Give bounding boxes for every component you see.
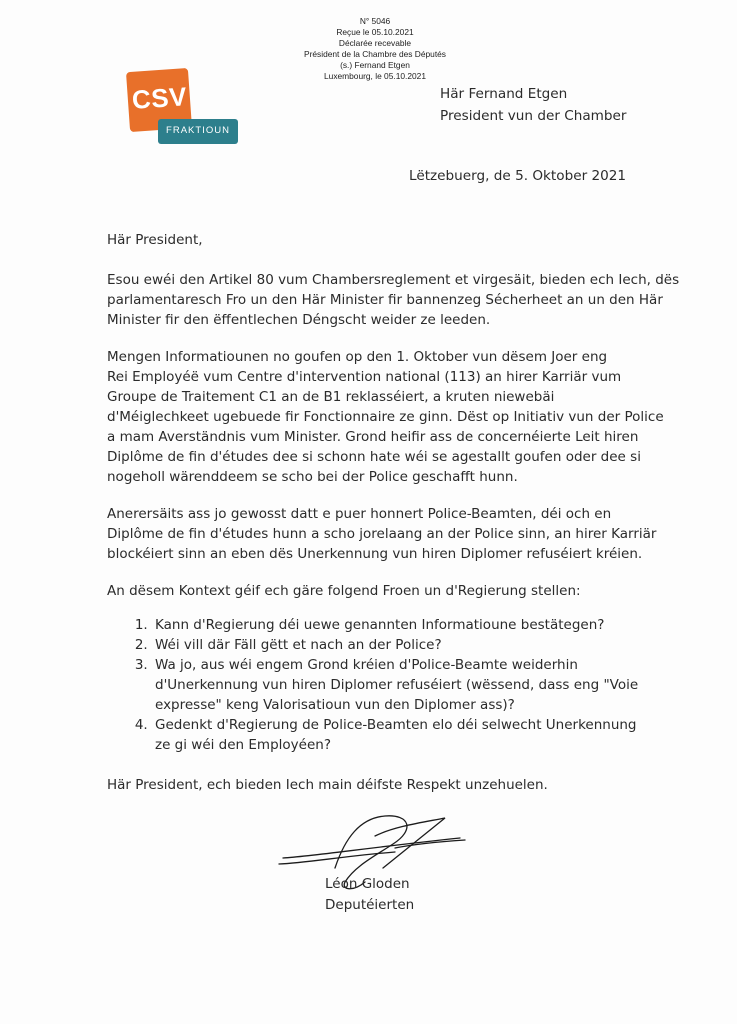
reception-stamp <box>280 16 470 82</box>
signatory-role: Deputéierten <box>325 897 415 913</box>
stamp-line: Président de la Chambre des Députés <box>304 49 446 59</box>
question-item <box>152 715 647 755</box>
question-list <box>107 615 647 755</box>
signatory-name: Léon Gloden <box>325 876 410 892</box>
question-line: 3. Wa jo, aus wéi engem Grond kréien d'Police-Beamte weiderhin <box>155 657 578 673</box>
question-line: expresse" keng Valorisatioun vun den Diplomer ass)? <box>155 697 515 713</box>
paragraph-line: Diplôme de fin d'études dee si schonn hate wéi se agestallt goufen oder dee si <box>107 449 641 465</box>
paragraph-line: Groupe de Traitement C1 an de B1 reklasséiert, a kruten niewebäi <box>107 389 555 405</box>
recipient-name: Här Fernand Etgen <box>440 86 568 102</box>
paragraph-line: parlamentaresch Fro un den Här Minister fir bannenzeg Sécherheet an un den Här <box>107 292 663 308</box>
stamp-line: (s.) Fernand Etgen <box>340 60 410 70</box>
paragraph-4 <box>107 581 647 601</box>
paragraph-2 <box>107 347 664 487</box>
paragraph-line: nogeholl wärenddeem se scho bei der Police geschafft hunn. <box>107 469 518 485</box>
closing-formula: Här President, ech bieden Iech main déifste Respekt unzehuelen. <box>107 777 548 793</box>
paragraph-1 <box>107 270 680 330</box>
paragraph-line: blockéiert sinn an eben dës Unerkennung vun hiren Diplomer refuséiert kréien. <box>107 546 643 562</box>
paragraph-3 <box>107 504 657 564</box>
question-line: ze gi wéi den Employéen? <box>155 737 331 753</box>
recipient-block <box>440 83 627 127</box>
paragraph-line: Minister fir den ëffentlechen Déngscht weider ze leeden. <box>107 312 491 328</box>
paragraph-line: Mengen Informatiounen no goufen op den 1. Oktober vun dësem Joer eng <box>107 349 608 365</box>
paragraph-line: Anerersäits ass jo gewosst datt e puer honnert Police-Beamten, déi och en <box>107 506 612 522</box>
signatory <box>325 874 414 916</box>
paragraph-line: a mam Averständnis vum Minister. Grond heifir ass de concernéierte Leit hiren <box>107 429 639 445</box>
csv-fraktioun-logo <box>128 70 246 154</box>
letter-body <box>107 230 680 812</box>
salutation: Här President, <box>107 232 203 248</box>
question-line: 4. Gedenkt d'Regierung de Police-Beamten elo déi selwecht Unerkennung <box>155 717 637 733</box>
paragraph-line: Rei Employéë vum Centre d'intervention national (113) an hirer Karriär vum <box>107 369 622 385</box>
paragraph-line: Esou ewéi den Artikel 80 vum Chambersreglement et virgesäit, bieden ech Iech, dës <box>107 272 680 288</box>
recipient-title: President vun der Chamber <box>440 108 627 124</box>
paragraph-line: An dësem Kontext géif ech gäre folgend Froen un d'Regierung stellen: <box>107 583 581 599</box>
stamp-line: Reçue le 05.10.2021 <box>336 27 414 37</box>
question-item <box>152 615 647 635</box>
paragraph-line: d'Méiglechkeet ugebuede fir Fonctionnaire ze ginn. Dëst op Initiativ vun der Police <box>107 409 664 425</box>
logo-tag-box <box>158 119 238 144</box>
question-item <box>152 655 647 715</box>
place-date: Lëtzebuerg, de 5. Oktober 2021 <box>409 168 627 184</box>
logo-main-text: CSV <box>130 81 188 115</box>
logo-tag-text: FRAKTIOUN <box>166 125 230 136</box>
stamp-line: N° 5046 <box>359 16 391 26</box>
stamp-line: Luxembourg, le 05.10.2021 <box>324 71 426 81</box>
question-line: 1. Kann d'Regierung déi uewe genannten Informatioune bestätegen? <box>155 617 605 633</box>
question-line: d'Unerkennung vun hiren Diplomer refuséiert (wëssend, dass eng "Voie <box>155 677 639 693</box>
question-line: 2. Wéi vill där Fäll gëtt et nach an der Police? <box>155 637 442 653</box>
stamp-line: Déclarée recevable <box>338 38 412 48</box>
paragraph-line: Diplôme de fin d'études hunn a scho jorelaang an der Police sinn, an hirer Karriär <box>107 526 657 542</box>
question-item <box>152 635 647 655</box>
